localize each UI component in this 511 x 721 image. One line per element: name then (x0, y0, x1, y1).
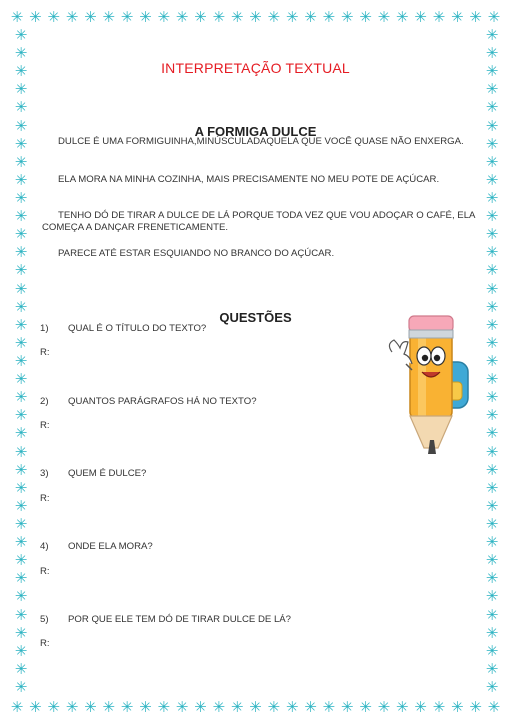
asterisk-flower-icon: ✳ (485, 134, 499, 153)
asterisk-flower-icon: ✳ (485, 605, 499, 624)
asterisk-flower-icon: ✳ (47, 698, 60, 716)
asterisk-flower-icon: ✳ (14, 605, 28, 624)
asterisk-flower-icon: ✳ (377, 8, 391, 26)
asterisk-flower-icon: ✳ (175, 8, 189, 26)
asterisk-flower-icon: ✳ (230, 698, 244, 716)
asterisk-flower-icon: ✳ (10, 698, 24, 716)
asterisk-flower-icon: ✳ (267, 8, 281, 26)
asterisk-flower-icon: ✳ (14, 333, 28, 352)
asterisk-flower-icon: ✳ (194, 698, 207, 716)
asterisk-flower-icon: ✳ (485, 80, 499, 99)
asterisk-flower-icon: ✳ (487, 8, 501, 26)
asterisk-flower-icon: ✳ (14, 460, 28, 479)
asterisk-flower-icon: ✳ (14, 261, 28, 280)
story-paragraph-1: DULCE É UMA FORMIGUINHA,MINÚSCULADAQUELA QUE VOCÊ QUASE NÃO ENXERGA. (58, 136, 464, 147)
asterisk-flower-icon: ✳ (29, 8, 42, 26)
asterisk-flower-icon: ✳ (469, 8, 482, 26)
asterisk-flower-icon: ✳ (395, 698, 409, 716)
asterisk-flower-icon: ✳ (485, 551, 499, 570)
asterisk-flower-icon: ✳ (84, 698, 97, 716)
asterisk-flower-icon: ✳ (395, 8, 409, 26)
story-paragraph-2: ELA MORA NA MINHA COZINHA, MAIS PRECISAMENTE NO MEU POTE DE AÇÚCAR. (58, 174, 440, 185)
asterisk-flower-icon: ✳ (485, 44, 499, 63)
asterisk-flower-icon: ✳ (14, 424, 28, 443)
asterisk-flower-icon: ✳ (485, 62, 499, 81)
asterisk-flower-icon: ✳ (485, 370, 499, 389)
asterisk-flower-icon: ✳ (14, 225, 28, 244)
asterisk-flower-icon: ✳ (485, 351, 499, 370)
asterisk-flower-icon: ✳ (212, 8, 226, 26)
asterisk-flower-icon: ✳ (322, 698, 336, 716)
question-2: 2) QUANTOS PARÁGRAFOS HÁ NO TEXTO? (40, 396, 257, 407)
asterisk-flower-icon: ✳ (450, 698, 464, 716)
page-title: INTERPRETAÇÃO TEXTUAL (161, 60, 350, 76)
answer-label-2: R: (40, 420, 50, 431)
asterisk-flower-icon: ✳ (14, 116, 28, 135)
asterisk-flower-icon: ✳ (14, 406, 28, 425)
asterisk-flower-icon: ✳ (14, 569, 28, 588)
asterisk-flower-icon: ✳ (485, 152, 499, 171)
asterisk-flower-icon: ✳ (14, 533, 28, 552)
asterisk-flower-icon: ✳ (157, 698, 171, 716)
asterisk-flower-icon: ✳ (485, 659, 499, 678)
asterisk-flower-icon: ✳ (194, 8, 207, 26)
asterisk-flower-icon: ✳ (14, 641, 28, 660)
asterisk-flower-icon: ✳ (322, 8, 336, 26)
asterisk-flower-icon: ✳ (485, 243, 499, 262)
asterisk-flower-icon: ✳ (414, 698, 427, 716)
asterisk-flower-icon: ✳ (249, 698, 262, 716)
asterisk-flower-icon: ✳ (14, 80, 28, 99)
asterisk-flower-icon: ✳ (14, 514, 28, 533)
asterisk-flower-icon: ✳ (14, 496, 28, 515)
asterisk-flower-icon: ✳ (14, 351, 28, 370)
asterisk-flower-icon: ✳ (304, 698, 317, 716)
asterisk-flower-icon: ✳ (485, 297, 499, 316)
asterisk-flower-icon: ✳ (485, 677, 499, 696)
asterisk-flower-icon: ✳ (14, 659, 28, 678)
asterisk-flower-icon: ✳ (485, 533, 499, 552)
asterisk-flower-icon: ✳ (485, 170, 499, 189)
asterisk-flower-icon: ✳ (485, 315, 499, 334)
asterisk-flower-icon: ✳ (14, 587, 28, 606)
asterisk-flower-icon: ✳ (47, 8, 60, 26)
asterisk-flower-icon: ✳ (485, 98, 499, 117)
asterisk-flower-icon: ✳ (175, 698, 189, 716)
question-1: 1) QUAL É O TÍTULO DO TEXTO? (40, 323, 207, 334)
asterisk-flower-icon: ✳ (414, 8, 427, 26)
asterisk-flower-icon: ✳ (340, 698, 354, 716)
asterisk-flower-icon: ✳ (267, 698, 281, 716)
asterisk-flower-icon: ✳ (230, 8, 244, 26)
asterisk-flower-icon: ✳ (14, 551, 28, 570)
asterisk-flower-icon: ✳ (485, 478, 499, 497)
asterisk-flower-icon: ✳ (359, 8, 372, 26)
asterisk-flower-icon: ✳ (157, 8, 171, 26)
asterisk-flower-icon: ✳ (84, 8, 97, 26)
story-paragraph-3: TENHO DÓ DE TIRAR A DULCE DE LÁ PORQUE TODA VEZ QUE VOU ADOÇAR O CAFÉ, ELA COMEÇA A DANÇAR FRENETICAMENTE. (42, 210, 475, 233)
asterisk-flower-icon: ✳ (485, 514, 499, 533)
asterisk-flower-icon: ✳ (485, 225, 499, 244)
asterisk-flower-icon: ✳ (485, 623, 499, 642)
question-3: 3) QUEM É DULCE? (40, 468, 147, 479)
asterisk-flower-icon: ✳ (65, 8, 79, 26)
asterisk-flower-icon: ✳ (14, 370, 28, 389)
asterisk-flower-icon: ✳ (102, 698, 115, 716)
asterisk-flower-icon: ✳ (14, 388, 28, 407)
answer-label-5: R: (40, 638, 50, 649)
asterisk-flower-icon: ✳ (359, 698, 372, 716)
asterisk-flower-icon: ✳ (14, 442, 28, 461)
asterisk-flower-icon: ✳ (485, 116, 499, 135)
asterisk-flower-icon: ✳ (485, 188, 499, 207)
asterisk-flower-icon: ✳ (487, 698, 501, 716)
asterisk-flower-icon: ✳ (212, 698, 226, 716)
asterisk-flower-icon: ✳ (14, 315, 28, 334)
questions-title: QUESTÕES (219, 310, 292, 325)
asterisk-flower-icon: ✳ (485, 388, 499, 407)
asterisk-flower-icon: ✳ (14, 98, 28, 117)
asterisk-flower-icon: ✳ (14, 134, 28, 153)
asterisk-flower-icon: ✳ (285, 8, 299, 26)
asterisk-flower-icon: ✳ (14, 26, 28, 44)
answer-label-3: R: (40, 493, 50, 504)
asterisk-flower-icon: ✳ (14, 170, 28, 189)
question-4: 4) ONDE ELA MORA? (40, 541, 153, 552)
asterisk-flower-icon: ✳ (102, 8, 115, 26)
asterisk-flower-icon: ✳ (14, 207, 28, 226)
asterisk-flower-icon: ✳ (485, 279, 499, 298)
asterisk-flower-icon: ✳ (14, 297, 28, 316)
asterisk-flower-icon: ✳ (120, 698, 134, 716)
asterisk-flower-icon: ✳ (485, 460, 499, 479)
asterisk-flower-icon: ✳ (485, 207, 499, 226)
asterisk-flower-icon: ✳ (469, 698, 482, 716)
asterisk-flower-icon: ✳ (485, 442, 499, 461)
asterisk-flower-icon: ✳ (14, 279, 28, 298)
asterisk-flower-icon: ✳ (14, 62, 28, 81)
story-title: A FORMIGA DULCE (194, 124, 317, 139)
story-paragraph-4: PARECE ATÉ ESTAR ESQUIANDO NO BRANCO DO AÇÚCAR. (58, 248, 335, 259)
asterisk-flower-icon: ✳ (485, 406, 499, 425)
asterisk-flower-icon: ✳ (304, 8, 317, 26)
asterisk-flower-icon: ✳ (432, 698, 446, 716)
asterisk-flower-icon: ✳ (14, 677, 28, 696)
asterisk-flower-icon: ✳ (139, 8, 152, 26)
asterisk-flower-icon: ✳ (377, 698, 391, 716)
asterisk-flower-icon: ✳ (485, 496, 499, 515)
asterisk-flower-icon: ✳ (65, 698, 79, 716)
asterisk-flower-icon: ✳ (485, 587, 499, 606)
asterisk-flower-icon: ✳ (14, 188, 28, 207)
asterisk-flower-icon: ✳ (10, 8, 24, 26)
asterisk-flower-icon: ✳ (485, 569, 499, 588)
asterisk-flower-icon: ✳ (485, 261, 499, 280)
answer-label-1: R: (40, 347, 50, 358)
asterisk-flower-icon: ✳ (249, 8, 262, 26)
asterisk-flower-icon: ✳ (14, 623, 28, 642)
asterisk-flower-icon: ✳ (14, 243, 28, 262)
asterisk-flower-icon: ✳ (485, 333, 499, 352)
asterisk-flower-icon: ✳ (485, 424, 499, 443)
question-5: 5) POR QUE ELE TEM DÓ DE TIRAR DULCE DE LÁ? (40, 614, 292, 625)
asterisk-flower-icon: ✳ (29, 698, 42, 716)
asterisk-flower-icon: ✳ (285, 698, 299, 716)
asterisk-flower-icon: ✳ (485, 641, 499, 660)
pencil-mascot-icon (380, 312, 476, 462)
answer-label-4: R: (40, 566, 50, 577)
asterisk-flower-icon: ✳ (450, 8, 464, 26)
asterisk-flower-icon: ✳ (485, 26, 499, 44)
asterisk-flower-icon: ✳ (14, 44, 28, 63)
asterisk-flower-icon: ✳ (340, 8, 354, 26)
asterisk-flower-icon: ✳ (139, 698, 152, 716)
asterisk-flower-icon: ✳ (120, 8, 134, 26)
asterisk-flower-icon: ✳ (432, 8, 446, 26)
asterisk-flower-icon: ✳ (14, 152, 28, 171)
asterisk-flower-icon: ✳ (14, 478, 28, 497)
